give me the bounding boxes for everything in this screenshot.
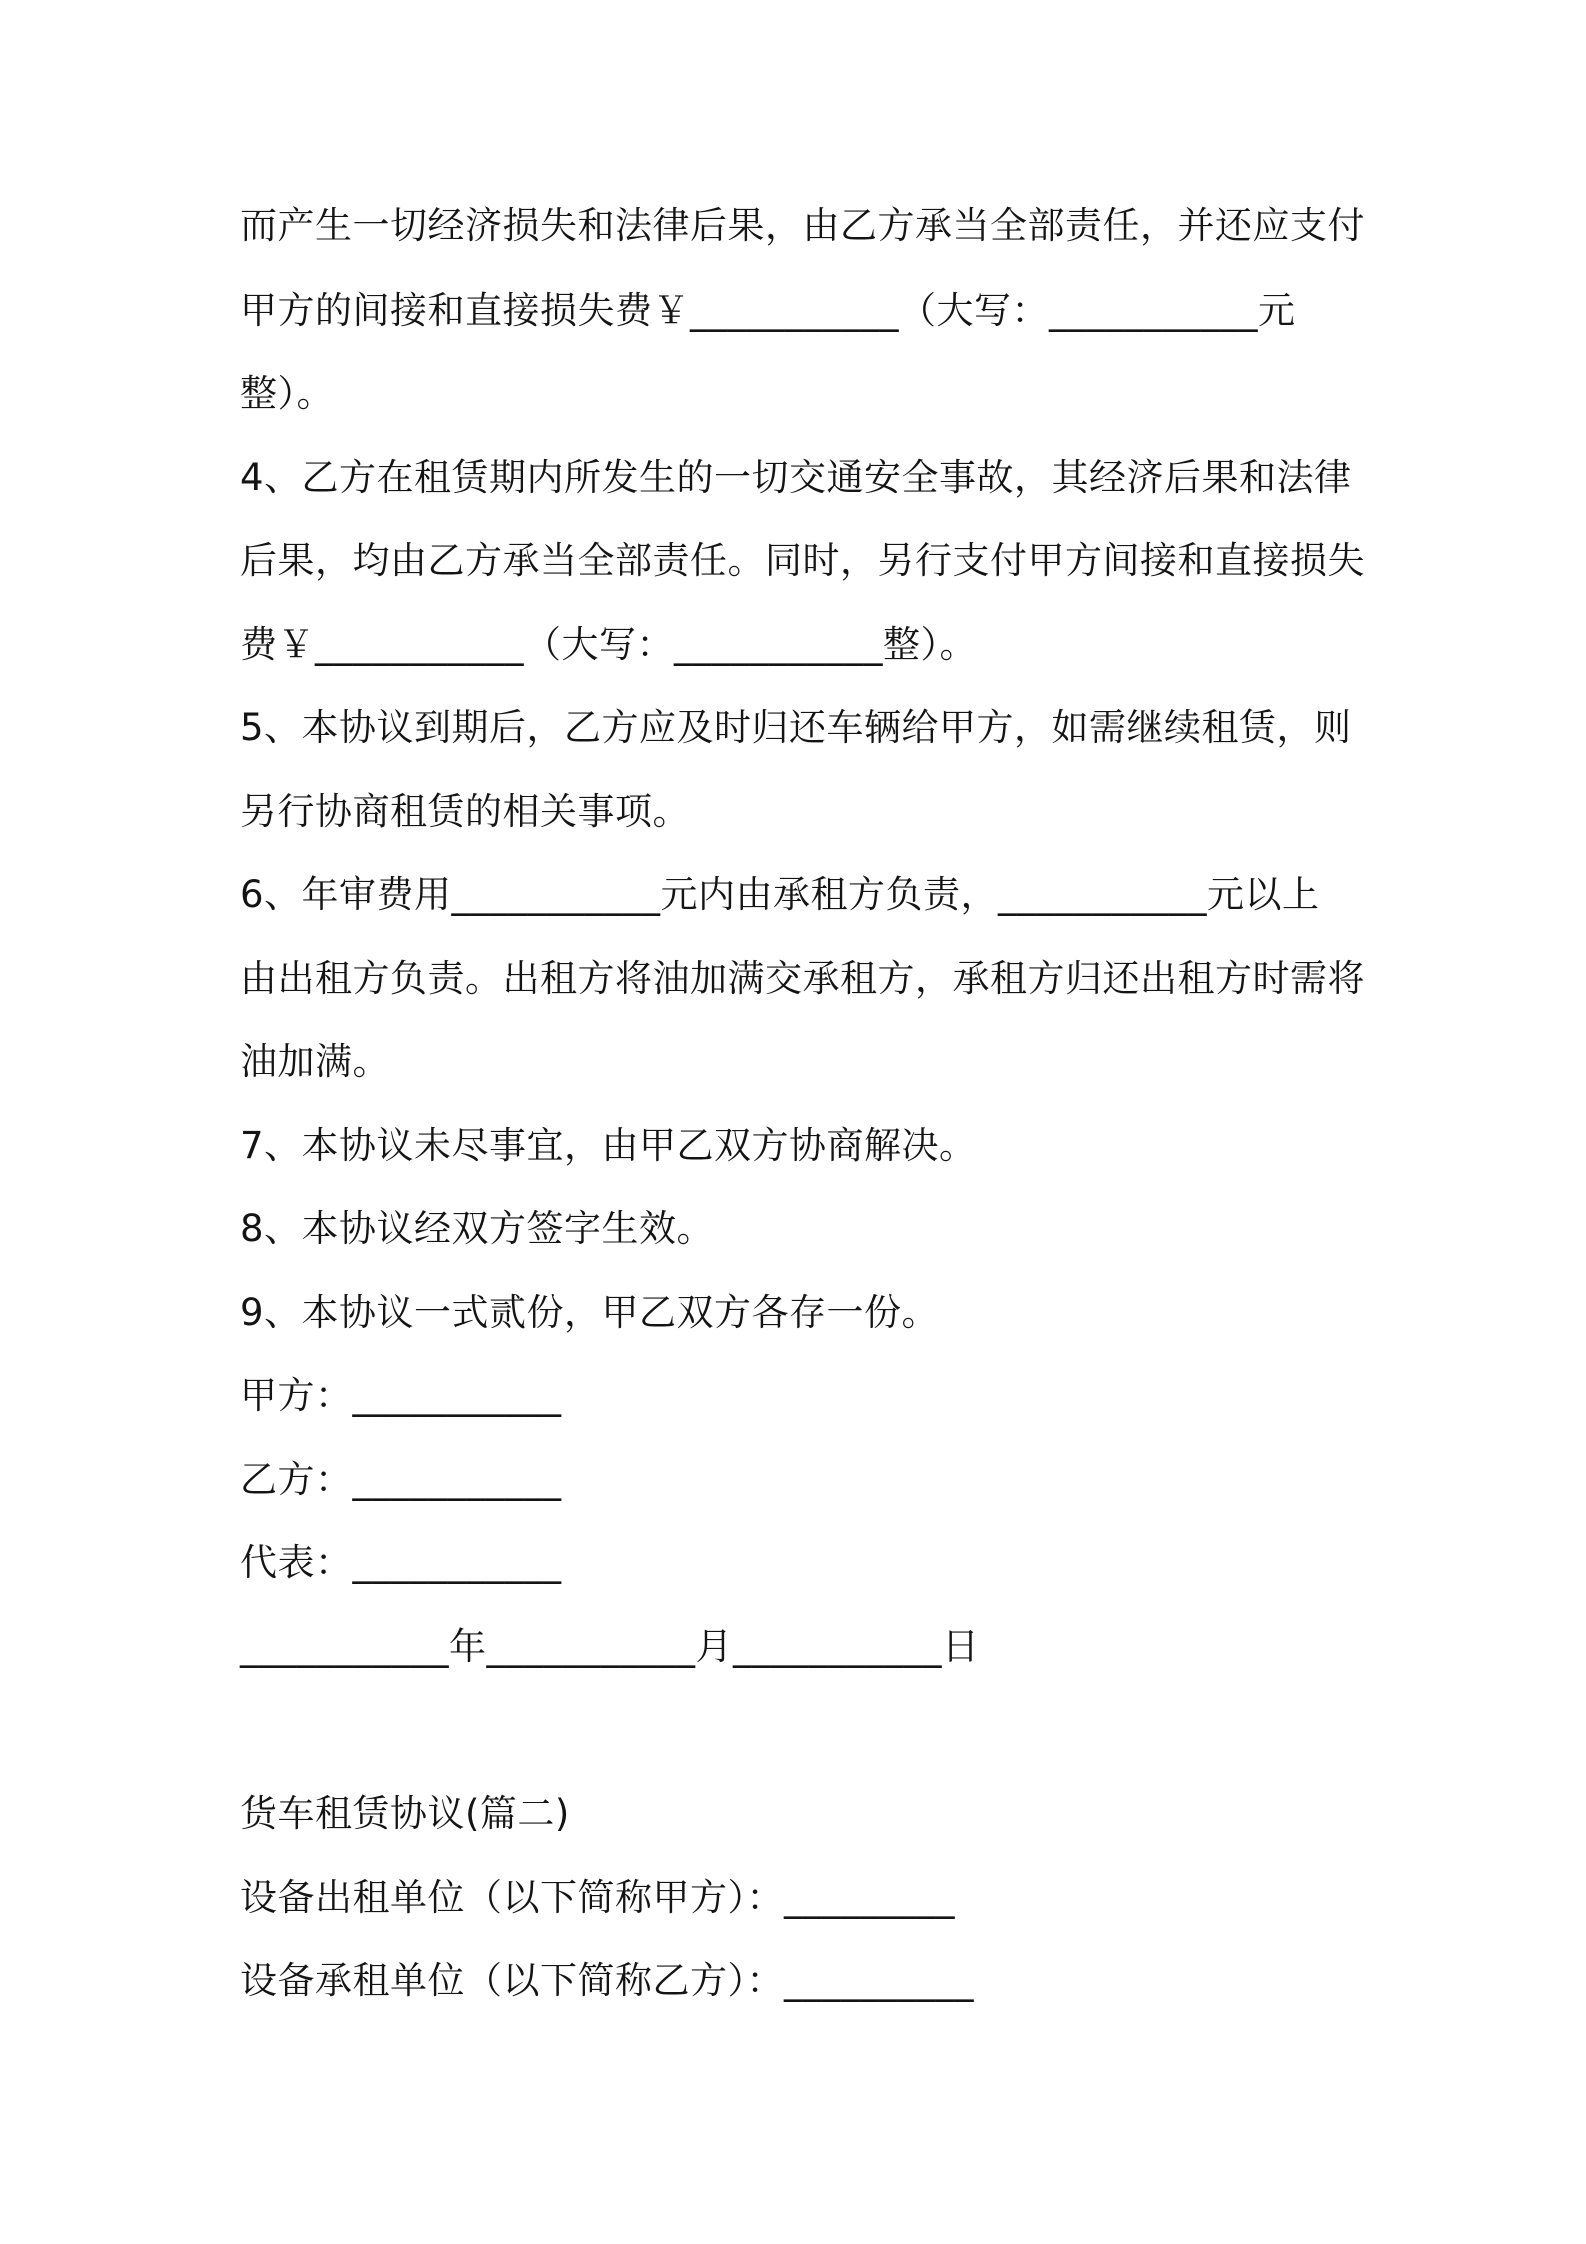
clause6-line2: 由出租方负责。出租方将油加满交承租方，承租方归还出租方时需将 (240, 957, 1365, 1000)
signature-representative: 代表：___________ (240, 1541, 562, 1584)
clause4-line1: 4、乙方在租赁期内所发生的一切交通安全事故，其经济后果和法律 (240, 456, 1352, 499)
clause9: 9、本协议一式贰份，甲乙双方各存一份。 (240, 1291, 940, 1334)
clause3-line1: 而产生一切经济损失和法律后果，由乙方承当全部责任，并还应支付 (240, 204, 1365, 247)
lessee-line: 设备承租单位（以下简称乙方）：__________ (240, 1959, 974, 2002)
clause3-line3: 整）。 (240, 372, 334, 415)
clause5-line1: 5、本协议到期后，乙方应及时归还车辆给甲方，如需继续租赁，则 (240, 706, 1352, 749)
clause4-line2: 后果，均由乙方承当全部责任。同时，另行支付甲方间接和直接损失 (240, 539, 1365, 582)
signature-party-a: 甲方：___________ (240, 1374, 562, 1417)
signature-date: ___________年___________月___________日 (240, 1625, 980, 1668)
section-two-title: 货车租赁协议(篇二) (240, 1792, 570, 1835)
clause7: 7、本协议未尽事宜，由甲乙双方协商解决。 (240, 1124, 977, 1167)
clause3-line2: 甲方的间接和直接损失费￥___________（大写：___________元 (240, 289, 1296, 332)
clause4-line3: 费￥___________（大写：___________整）。 (240, 623, 977, 666)
lessor-line: 设备出租单位（以下简称甲方）：_________ (240, 1876, 955, 1919)
clause8: 8、本协议经双方签字生效。 (240, 1207, 715, 1250)
clause5-line2: 另行协商租赁的相关事项。 (240, 790, 690, 833)
clause6-line1: 6、年审费用___________元内由承租方负责，___________元以上 (240, 873, 1320, 916)
signature-party-b: 乙方：___________ (240, 1458, 562, 1501)
clause6-line3: 油加满。 (240, 1040, 390, 1083)
